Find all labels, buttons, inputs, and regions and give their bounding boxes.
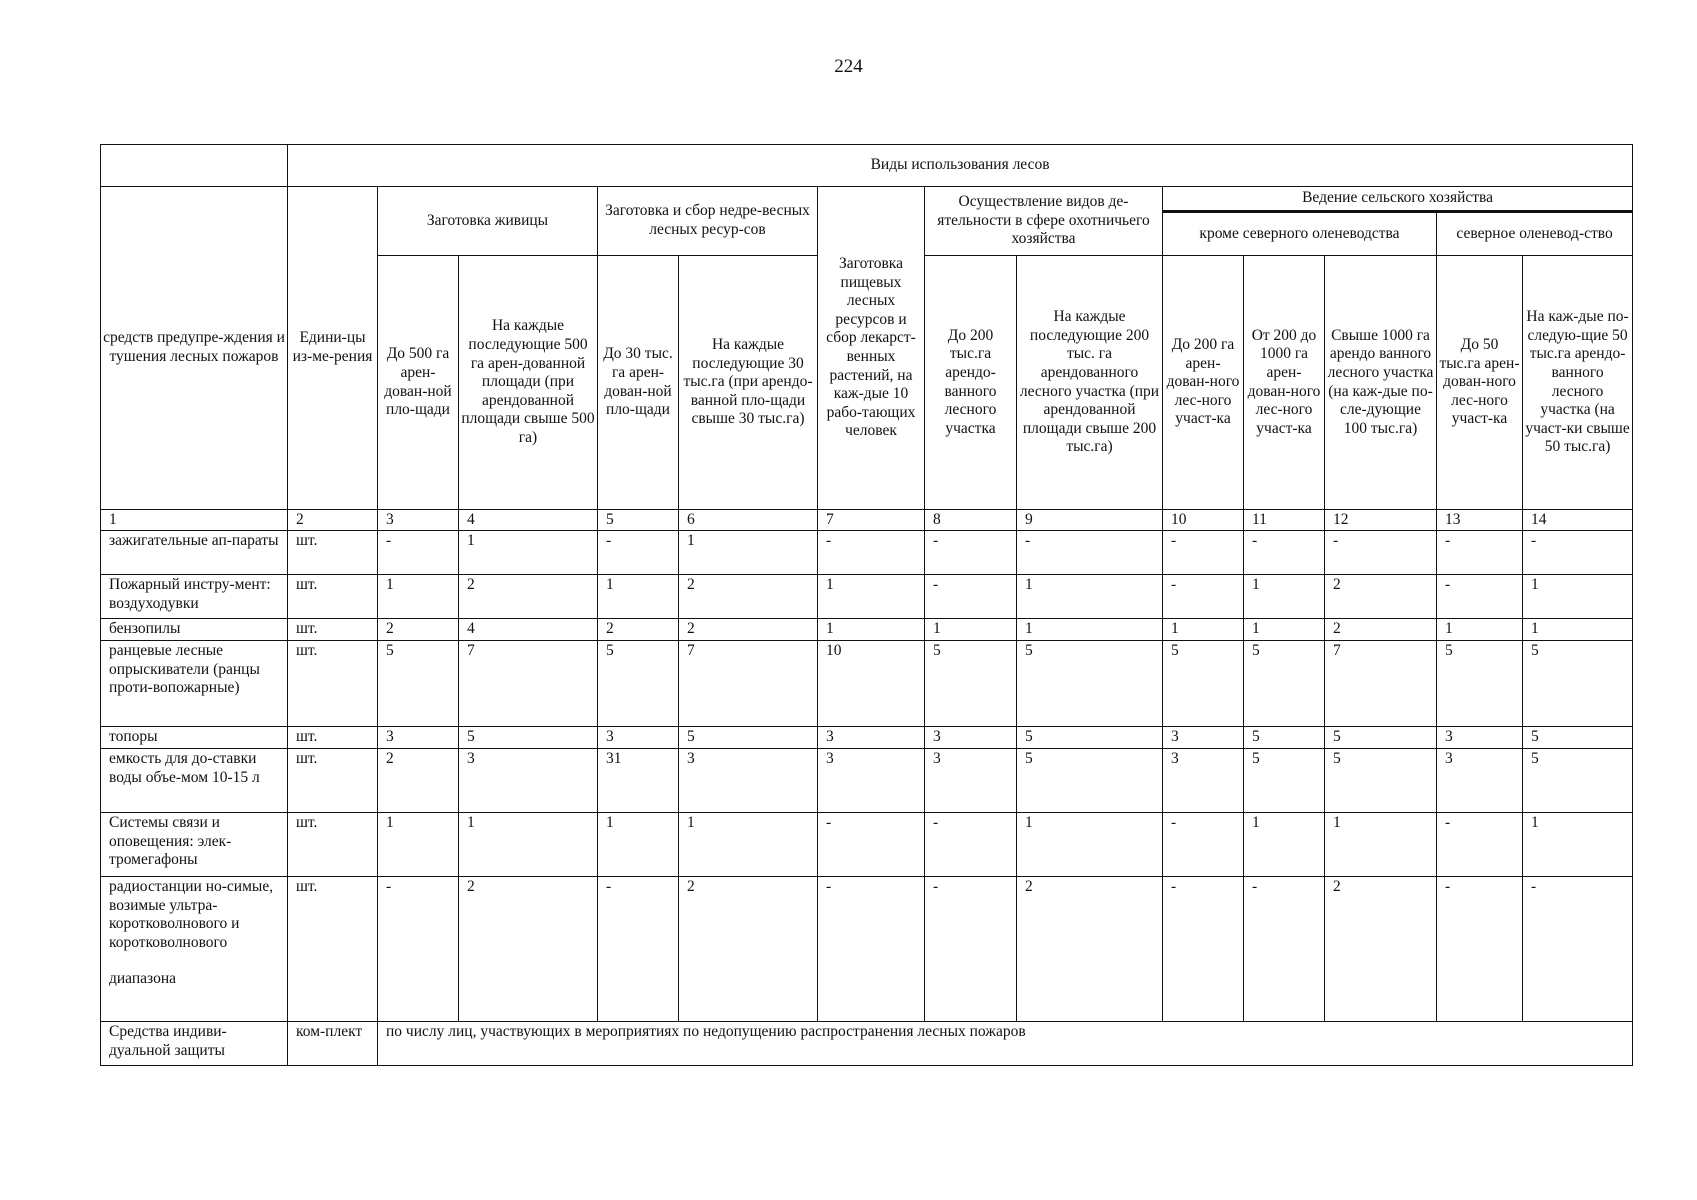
group-pishch: Заготовка пищевых лесных ресурсов и сбор лекарст-венных растений, на каж-дые 10 рабо-тающих человек bbox=[818, 187, 925, 510]
row-value: 1 bbox=[378, 813, 459, 877]
table-row bbox=[101, 575, 1633, 619]
row-value: 1 bbox=[378, 575, 459, 619]
row-value: - bbox=[925, 531, 1017, 575]
sub-header: Свыше 1000 га арендо ванного лесного участка (на каж-дые по-сле-дующие 100 тыс.га) bbox=[1325, 256, 1437, 510]
col-number: 4 bbox=[459, 510, 598, 531]
row-name bbox=[101, 749, 288, 813]
row-value: 1 bbox=[1523, 575, 1633, 619]
row-name: Средства индиви-дуальной защиты bbox=[101, 1022, 288, 1066]
row-label-header: средств предупре-ждения и тушения лесных пожаров bbox=[101, 187, 288, 510]
row-value: 7 bbox=[459, 641, 598, 727]
row-value: - bbox=[598, 877, 679, 1022]
sub-header: На каждые последующие 200 тыс. га арендованного лесного участка (при арендованной площади свыше 200 тыс.га) bbox=[1017, 256, 1163, 510]
row-unit: шт. bbox=[288, 619, 378, 641]
row-value: 1 bbox=[1244, 619, 1325, 641]
row-value: 5 bbox=[1523, 727, 1633, 749]
row-value: 5 bbox=[1325, 727, 1437, 749]
row-name-text: Системы связи и оповещения: элек-тромегафоны bbox=[109, 814, 232, 869]
row-value: 3 bbox=[679, 749, 818, 813]
sub-header: До 200 тыс.га арендо-ванного лесного участка bbox=[925, 256, 1017, 510]
row-value: - bbox=[818, 531, 925, 575]
row-name bbox=[101, 813, 288, 877]
row-unit: ком-плект bbox=[288, 1022, 378, 1066]
row-value: 5 bbox=[1244, 641, 1325, 727]
page-number: 224 bbox=[834, 56, 863, 77]
row-value: 1 bbox=[1244, 813, 1325, 877]
row-unit: шт. bbox=[288, 575, 378, 619]
row-value: - bbox=[598, 531, 679, 575]
row-value: - bbox=[818, 877, 925, 1022]
header-row-1 bbox=[101, 145, 1633, 187]
row-value: - bbox=[1017, 531, 1163, 575]
row-value: 3 bbox=[378, 727, 459, 749]
row-value: 1 bbox=[818, 575, 925, 619]
table-row bbox=[101, 619, 1633, 641]
row-unit: шт. bbox=[288, 749, 378, 813]
row-merged-note: по числу лиц, участвующих в мероприятиях по недопущению распространения лесных пожаров bbox=[378, 1022, 1633, 1066]
row-name-text: зажигательные ап-параты bbox=[109, 532, 279, 549]
row-value: 2 bbox=[459, 575, 598, 619]
row-value: - bbox=[925, 575, 1017, 619]
row-value: 1 bbox=[1244, 575, 1325, 619]
group-sever: северное оленевод-ство bbox=[1437, 212, 1633, 256]
row-name bbox=[101, 531, 288, 575]
row-value: - bbox=[1163, 575, 1244, 619]
header-empty-cell bbox=[101, 145, 288, 187]
row-value: 7 bbox=[1325, 641, 1437, 727]
row-value: 5 bbox=[1017, 749, 1163, 813]
row-name bbox=[101, 727, 288, 749]
sub-header: До 50 тыс.га арен-дован-ного лес-ного участ-ка bbox=[1437, 256, 1523, 510]
row-value: - bbox=[1163, 877, 1244, 1022]
row-value: - bbox=[1523, 877, 1633, 1022]
row-value: 1 bbox=[1523, 813, 1633, 877]
row-value: 5 bbox=[459, 727, 598, 749]
row-value: 1 bbox=[1017, 575, 1163, 619]
column-number-row bbox=[101, 510, 1633, 531]
unit-header: Едини-цы из-ме-рения bbox=[288, 187, 378, 510]
row-value: 5 bbox=[1523, 641, 1633, 727]
row-value: - bbox=[925, 877, 1017, 1022]
row-unit: шт. bbox=[288, 531, 378, 575]
row-value: 3 bbox=[1163, 727, 1244, 749]
table-body bbox=[101, 531, 1633, 1022]
row-value: 5 bbox=[1244, 727, 1325, 749]
row-value: 1 bbox=[925, 619, 1017, 641]
col-number: 11 bbox=[1244, 510, 1325, 531]
row-value: 5 bbox=[1163, 641, 1244, 727]
row-name-text: емкость для до-ставки воды объе-мом 10-15 л bbox=[109, 750, 260, 786]
row-unit: шт. bbox=[288, 641, 378, 727]
col-number: 1 bbox=[101, 510, 288, 531]
row-value: 1 bbox=[1017, 619, 1163, 641]
row-value: 3 bbox=[818, 749, 925, 813]
row-value: 1 bbox=[459, 813, 598, 877]
row-value: 2 bbox=[1325, 575, 1437, 619]
sub-header: На каждые последующие 30 тыс.га (при арендо-ванной пло-щади свыше 30 тыс.га) bbox=[679, 256, 818, 510]
row-value: 5 bbox=[1325, 749, 1437, 813]
col-number: 10 bbox=[1163, 510, 1244, 531]
row-name-text: топоры bbox=[109, 728, 158, 745]
row-value: - bbox=[925, 813, 1017, 877]
row-value: 2 bbox=[679, 877, 818, 1022]
row-value: 3 bbox=[1437, 727, 1523, 749]
row-value: - bbox=[1437, 575, 1523, 619]
table-row bbox=[101, 531, 1633, 575]
row-value: - bbox=[1163, 813, 1244, 877]
row-unit: шт. bbox=[288, 727, 378, 749]
table-row-last bbox=[101, 1022, 1633, 1066]
row-value: 1 bbox=[459, 531, 598, 575]
row-value: - bbox=[1437, 877, 1523, 1022]
row-value: 2 bbox=[378, 749, 459, 813]
row-value: 2 bbox=[459, 877, 598, 1022]
row-value: 2 bbox=[1017, 877, 1163, 1022]
row-value: 5 bbox=[1017, 641, 1163, 727]
sub-header: От 200 до 1000 га арен-дован-ного лес-ного участ-ка bbox=[1244, 256, 1325, 510]
row-value: 5 bbox=[378, 641, 459, 727]
group-selhoz: Ведение сельского хозяйства bbox=[1163, 187, 1633, 212]
row-value: 1 bbox=[598, 813, 679, 877]
sub-header: До 30 тыс. га арен-дован-ной пло-щади bbox=[598, 256, 679, 510]
row-value: 3 bbox=[1163, 749, 1244, 813]
row-value: - bbox=[1325, 531, 1437, 575]
row-name bbox=[101, 641, 288, 727]
row-value: 3 bbox=[925, 727, 1017, 749]
row-name bbox=[101, 619, 288, 641]
col-number: 6 bbox=[679, 510, 818, 531]
header-row-2 bbox=[101, 187, 1633, 212]
row-name bbox=[101, 575, 288, 619]
row-value: 1 bbox=[1163, 619, 1244, 641]
row-name-text: Пожарный инстру-мент: воздуходувки bbox=[109, 576, 271, 612]
row-name-text: бензопилы bbox=[109, 620, 181, 637]
row-value: 2 bbox=[598, 619, 679, 641]
row-value: - bbox=[1523, 531, 1633, 575]
row-value: 1 bbox=[818, 619, 925, 641]
row-value: 1 bbox=[1325, 813, 1437, 877]
row-name-tail: диапазона bbox=[109, 970, 176, 988]
col-number: 7 bbox=[818, 510, 925, 531]
row-value: 1 bbox=[1017, 813, 1163, 877]
col-number: 14 bbox=[1523, 510, 1633, 531]
row-value: 1 bbox=[679, 531, 818, 575]
col-number: 2 bbox=[288, 510, 378, 531]
row-name-text: радиостанции но-симые, возимые ультра-коротковолнового и коротковолнового bbox=[109, 878, 274, 951]
row-value: 7 bbox=[679, 641, 818, 727]
group-ohot: Осуществление видов де-ятельности в сфере охотничьего хозяйства bbox=[925, 187, 1163, 256]
row-value: 3 bbox=[925, 749, 1017, 813]
col-number: 8 bbox=[925, 510, 1017, 531]
sub-header: До 500 га арен-дован-ной пло-щади bbox=[378, 256, 459, 510]
row-value: 5 bbox=[925, 641, 1017, 727]
row-value: 5 bbox=[1017, 727, 1163, 749]
col-number: 13 bbox=[1437, 510, 1523, 531]
col-number: 9 bbox=[1017, 510, 1163, 531]
col-number: 5 bbox=[598, 510, 679, 531]
row-value: 2 bbox=[1325, 619, 1437, 641]
row-value: 3 bbox=[1437, 749, 1523, 813]
table-row bbox=[101, 727, 1633, 749]
row-value: 3 bbox=[818, 727, 925, 749]
row-value: - bbox=[1244, 877, 1325, 1022]
row-value: 1 bbox=[598, 575, 679, 619]
row-value: 3 bbox=[459, 749, 598, 813]
group-krome: кроме северного оленеводства bbox=[1163, 212, 1437, 256]
table-row bbox=[101, 641, 1633, 727]
row-unit: шт. bbox=[288, 877, 378, 1022]
row-value: - bbox=[1437, 531, 1523, 575]
row-value: 5 bbox=[679, 727, 818, 749]
row-value: - bbox=[1163, 531, 1244, 575]
row-value: 5 bbox=[1244, 749, 1325, 813]
row-value: 2 bbox=[378, 619, 459, 641]
forest-fire-equipment-table bbox=[100, 144, 1633, 1066]
table-row bbox=[101, 749, 1633, 813]
row-value: 1 bbox=[1437, 619, 1523, 641]
row-unit: шт. bbox=[288, 813, 378, 877]
col-number: 3 bbox=[378, 510, 459, 531]
sub-header: До 200 га арен-дован-ного лес-ного участ-ка bbox=[1163, 256, 1244, 510]
row-value: 2 bbox=[679, 575, 818, 619]
row-value: 31 bbox=[598, 749, 679, 813]
row-name-text: ранцевые лесные опрыскиватели (ранцы проти-вопожарные) bbox=[109, 642, 260, 697]
row-value: 1 bbox=[1523, 619, 1633, 641]
row-value: 2 bbox=[679, 619, 818, 641]
row-value: - bbox=[1244, 531, 1325, 575]
sub-header: На каждые последующие 500 га арен-дованной площади (при арендованной площади свыше 500 га) bbox=[459, 256, 598, 510]
group-zhivica: Заготовка живицы bbox=[378, 187, 598, 256]
row-value: 1 bbox=[679, 813, 818, 877]
row-value: 4 bbox=[459, 619, 598, 641]
row-value: - bbox=[818, 813, 925, 877]
group-nedrev: Заготовка и сбор недре-весных лесных ресур-сов bbox=[598, 187, 818, 256]
row-value: 5 bbox=[1523, 749, 1633, 813]
group-title: Виды использования лесов bbox=[288, 145, 1633, 187]
row-value: 2 bbox=[1325, 877, 1437, 1022]
table-row bbox=[101, 813, 1633, 877]
row-value: - bbox=[378, 877, 459, 1022]
row-value: - bbox=[378, 531, 459, 575]
sub-header: На каж-дые по-следую-щие 50 тыс.га арендо-ванного лесного участка (на участ-ки свыше 50 тыс.га) bbox=[1523, 256, 1633, 510]
col-number: 12 bbox=[1325, 510, 1437, 531]
row-value: 10 bbox=[818, 641, 925, 727]
row-name bbox=[101, 877, 288, 1022]
row-value: 5 bbox=[1437, 641, 1523, 727]
row-value: 5 bbox=[598, 641, 679, 727]
row-value: - bbox=[1437, 813, 1523, 877]
table-row bbox=[101, 877, 1633, 1022]
row-value: 3 bbox=[598, 727, 679, 749]
